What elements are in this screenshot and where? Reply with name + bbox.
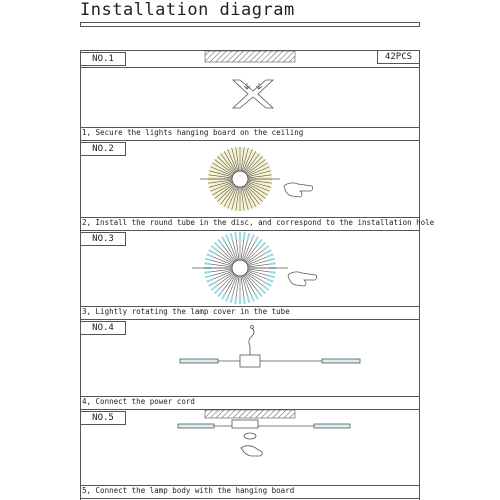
step-number-2: NO.2 bbox=[80, 142, 126, 156]
step-caption-3: 3, Lightly rotating the lamp cover in the tube bbox=[82, 307, 290, 316]
step-caption-2: 2, Install the round tube in the disc, and correspond to the installation hole bbox=[82, 218, 435, 227]
page-title: Installation diagram bbox=[80, 0, 295, 20]
power-cord-diagram bbox=[180, 326, 360, 368]
step-number-1: NO.1 bbox=[80, 52, 126, 66]
ceiling-hatch-1 bbox=[205, 51, 295, 62]
lamp-body-diagram bbox=[178, 420, 350, 456]
hanging-board-icon bbox=[233, 80, 273, 108]
step-number-5: NO.5 bbox=[80, 411, 126, 425]
step-caption-1: 1, Secure the lights hanging board on the ceiling bbox=[82, 128, 304, 137]
ceiling-hatch-5 bbox=[205, 410, 295, 418]
starburst-lamp-3 bbox=[192, 232, 288, 304]
step-number-3: NO.3 bbox=[80, 232, 126, 246]
hand-icon bbox=[284, 183, 313, 197]
step-caption-5: 5, Connect the lamp body with the hanging board bbox=[82, 486, 295, 495]
starburst-lamp-2 bbox=[200, 147, 280, 211]
step-caption-4: 4, Connect the power cord bbox=[82, 397, 195, 406]
quantity-badge: 42PCS bbox=[377, 50, 420, 64]
step-number-4: NO.4 bbox=[80, 321, 126, 335]
hand-icon bbox=[288, 272, 317, 286]
